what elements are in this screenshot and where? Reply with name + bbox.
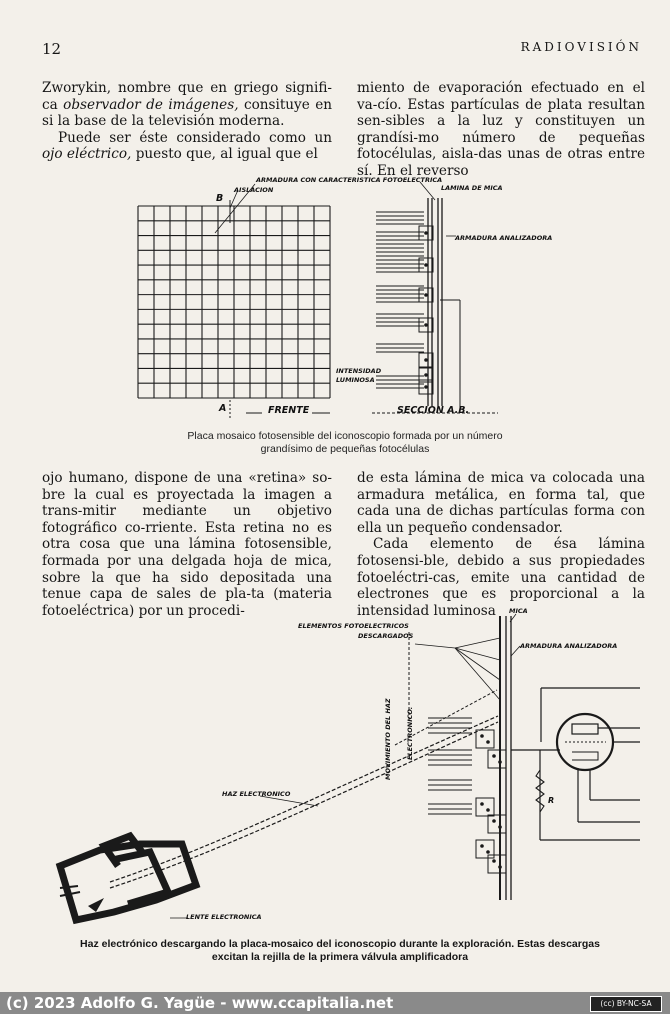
figure2-caption: Haz electrónico descargando la placa-mosaico del iconoscopio durante la exploración. Estas descargas excitan la rejilla de la primera válvula amplificadora [80, 938, 600, 963]
label-armadura-fotoelectrica: ARMADURA CON CARACTERISTICA FOTOELECTRICA [256, 176, 443, 184]
label-movimiento-haz: MOVIMIENTO DEL HAZ [384, 698, 392, 780]
iconoscope-drawing [60, 614, 640, 920]
label-haz-electronico: HAZ ELECTRONICO [222, 790, 291, 798]
label-armadura-analizadora: ARMADURA ANALIZADORA [455, 234, 553, 242]
paragraph: de esta lámina de mica va colocada una armadura metálica, en forma tal, que cada una de dichas partículas forma con ella un pequeño condensador. [357, 470, 645, 536]
label-descargados: DESCARGADOS [358, 632, 414, 640]
label-r: R [548, 796, 555, 805]
paragraph: Puede ser éste considerado como un ojo eléctrico, puesto que, al igual que el [42, 129, 332, 163]
label-frente: FRENTE [268, 405, 310, 416]
label-armadura-analizadora-2: ARMADURA ANALIZADORA [520, 642, 618, 650]
mosaic-plate-figure [0, 168, 670, 423]
label-elementos-fotoelectricos: ELEMENTOS FOTOELECTRICOS [298, 622, 409, 630]
running-head: RADIOVISIÓN [520, 40, 642, 54]
label-intensidad: INTENSIDAD [336, 367, 382, 375]
copyright-credit: (c) 2023 Adolfo G. Yagüe - www.ccapitalia.net [6, 994, 394, 1012]
label-mica: MICA [509, 607, 528, 615]
cc-license-badge: (cc) BY-NC-SA [590, 996, 662, 1012]
label-luminosa: LUMINOSA [336, 376, 375, 384]
mosaic-grid [138, 206, 330, 398]
electron-beam-figure [0, 600, 670, 935]
label-seccion-ab: SECCION A.B. [397, 405, 470, 416]
paragraph: ojo humano, dispone de una «retina» so-bre la cual es proyectada la imagen a trans-mitir mediante un objetivo fotográfico co-rriente. Esta retina no es otra cosa que una lámina fotosensible, formada por una delgada hoja de mica, sobre la que ha sido depositada una tenue capa de sales de pla-ta (materia fotoeléctrica) por un procedi- [42, 470, 332, 619]
top-left-column [42, 80, 332, 163]
paragraph: miento de evaporación efectuado en el va-cío. Estas partículas de plata resultan sen-sibles a la luz y constituyen un grandísi-mo número de pequeñas fotocélulas, aisla-das unas de otras entre sí. En el reverso [357, 80, 645, 179]
top-right-column [357, 80, 645, 180]
page-number: 12 [42, 40, 62, 58]
label-lente-electronica: LENTE ELECTRONICA [186, 913, 262, 921]
label-aislacion: AISLACION [234, 186, 274, 194]
label-movimiento-electronico: ELECTRONICO. [406, 706, 414, 760]
paragraph: Zworykin, nombre que en griego signifi-ca observador de imágenes, consituye en si la base de la televisión moderna. [42, 80, 333, 130]
label-a: A [219, 403, 227, 414]
middle-right-column [357, 470, 645, 619]
label-b: B [216, 193, 224, 204]
paragraph: Cada elemento de ésa lámina fotosensi-ble, debido a sus propiedades fotoeléctri-cas, emite una cantidad de electrones que es proporcional a la intensidad luminosa [357, 536, 645, 619]
middle-left-column [42, 470, 332, 619]
label-lamina-de-mica: LAMINA DE MICA [441, 184, 503, 192]
figure1-caption: Placa mosaico fotosensible del iconoscopio formada por un número grandísimo de pequeñas fotocélulas [187, 430, 503, 455]
